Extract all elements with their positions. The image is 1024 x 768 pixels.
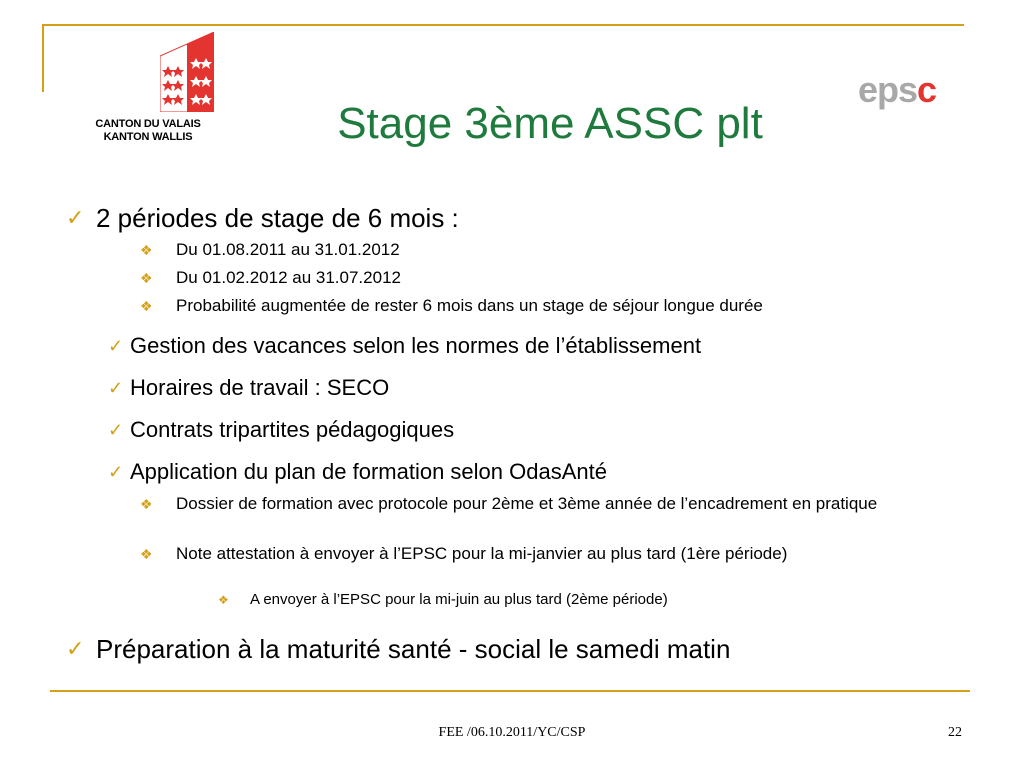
checkmark-icon: ✓	[108, 420, 124, 440]
slide-title: Stage 3ème ASSC plt	[337, 99, 763, 148]
bullet-item	[140, 544, 930, 564]
checkmark-icon: ✓	[108, 336, 124, 356]
bullet-item	[108, 417, 978, 443]
canton-name-line1: CANTON DU VALAIS	[95, 118, 201, 130]
bullet-text: Contrats tripartites pédagogiques	[130, 417, 455, 442]
diamond-cluster-icon: ❖	[218, 593, 229, 607]
bullet-text: Préparation à la maturité santé - social le samedi matin	[96, 634, 731, 664]
checkmark-icon: ✓	[108, 462, 124, 482]
canton-name-line2: KANTON WALLIS	[103, 131, 193, 143]
epsc-wordmark-c: c	[917, 69, 937, 110]
diamond-cluster-icon: ❖	[140, 496, 153, 512]
bullet-item	[108, 459, 978, 485]
page-number: 22	[948, 725, 962, 740]
diamond-cluster-icon: ❖	[140, 546, 153, 562]
bullet-item	[66, 203, 966, 233]
bullet-text: Gestion des vacances selon les normes de l’établissement	[130, 333, 702, 358]
bullet-item	[218, 591, 918, 609]
bullet-text: Du 01.08.2011 au 31.01.2012	[176, 240, 400, 259]
bullet-text: Dossier de formation avec protocole pour 2ème et 3ème année de l’encadrement en pratique	[176, 494, 878, 513]
checkmark-icon: ✓	[66, 636, 85, 661]
bullet-item	[108, 333, 978, 359]
bullet-item	[140, 494, 920, 514]
bullet-text: Note attestation à envoyer à l’EPSC pour la mi-janvier au plus tard (1ère période)	[176, 544, 788, 563]
checkmark-icon: ✓	[108, 378, 124, 398]
bullet-item	[108, 375, 978, 401]
diamond-cluster-icon: ❖	[140, 298, 153, 314]
bullet-text: 2 périodes de stage de 6 mois :	[96, 203, 459, 233]
bullet-item	[140, 268, 970, 288]
bullet-item	[140, 240, 970, 260]
checkmark-icon: ✓	[66, 205, 85, 230]
diamond-cluster-icon: ❖	[140, 270, 153, 286]
bullet-text: Probabilité augmentée de rester 6 mois dans un stage de séjour longue durée	[176, 296, 763, 315]
bullet-item	[66, 634, 966, 664]
footer-text: FEE /06.10.2011/YC/CSP	[438, 725, 586, 740]
diamond-cluster-icon: ❖	[140, 242, 153, 258]
bullet-text: A envoyer à l’EPSC pour la mi-juin au plus tard (2ème période)	[250, 591, 668, 608]
bullet-item	[140, 296, 980, 316]
epsc-wordmark-main: eps	[858, 69, 918, 110]
bullet-text: Du 01.02.2012 au 31.07.2012	[176, 268, 401, 287]
bullet-text: Application du plan de formation selon OdasAnté	[130, 459, 607, 484]
bullet-text: Horaires de travail : SECO	[130, 375, 390, 400]
